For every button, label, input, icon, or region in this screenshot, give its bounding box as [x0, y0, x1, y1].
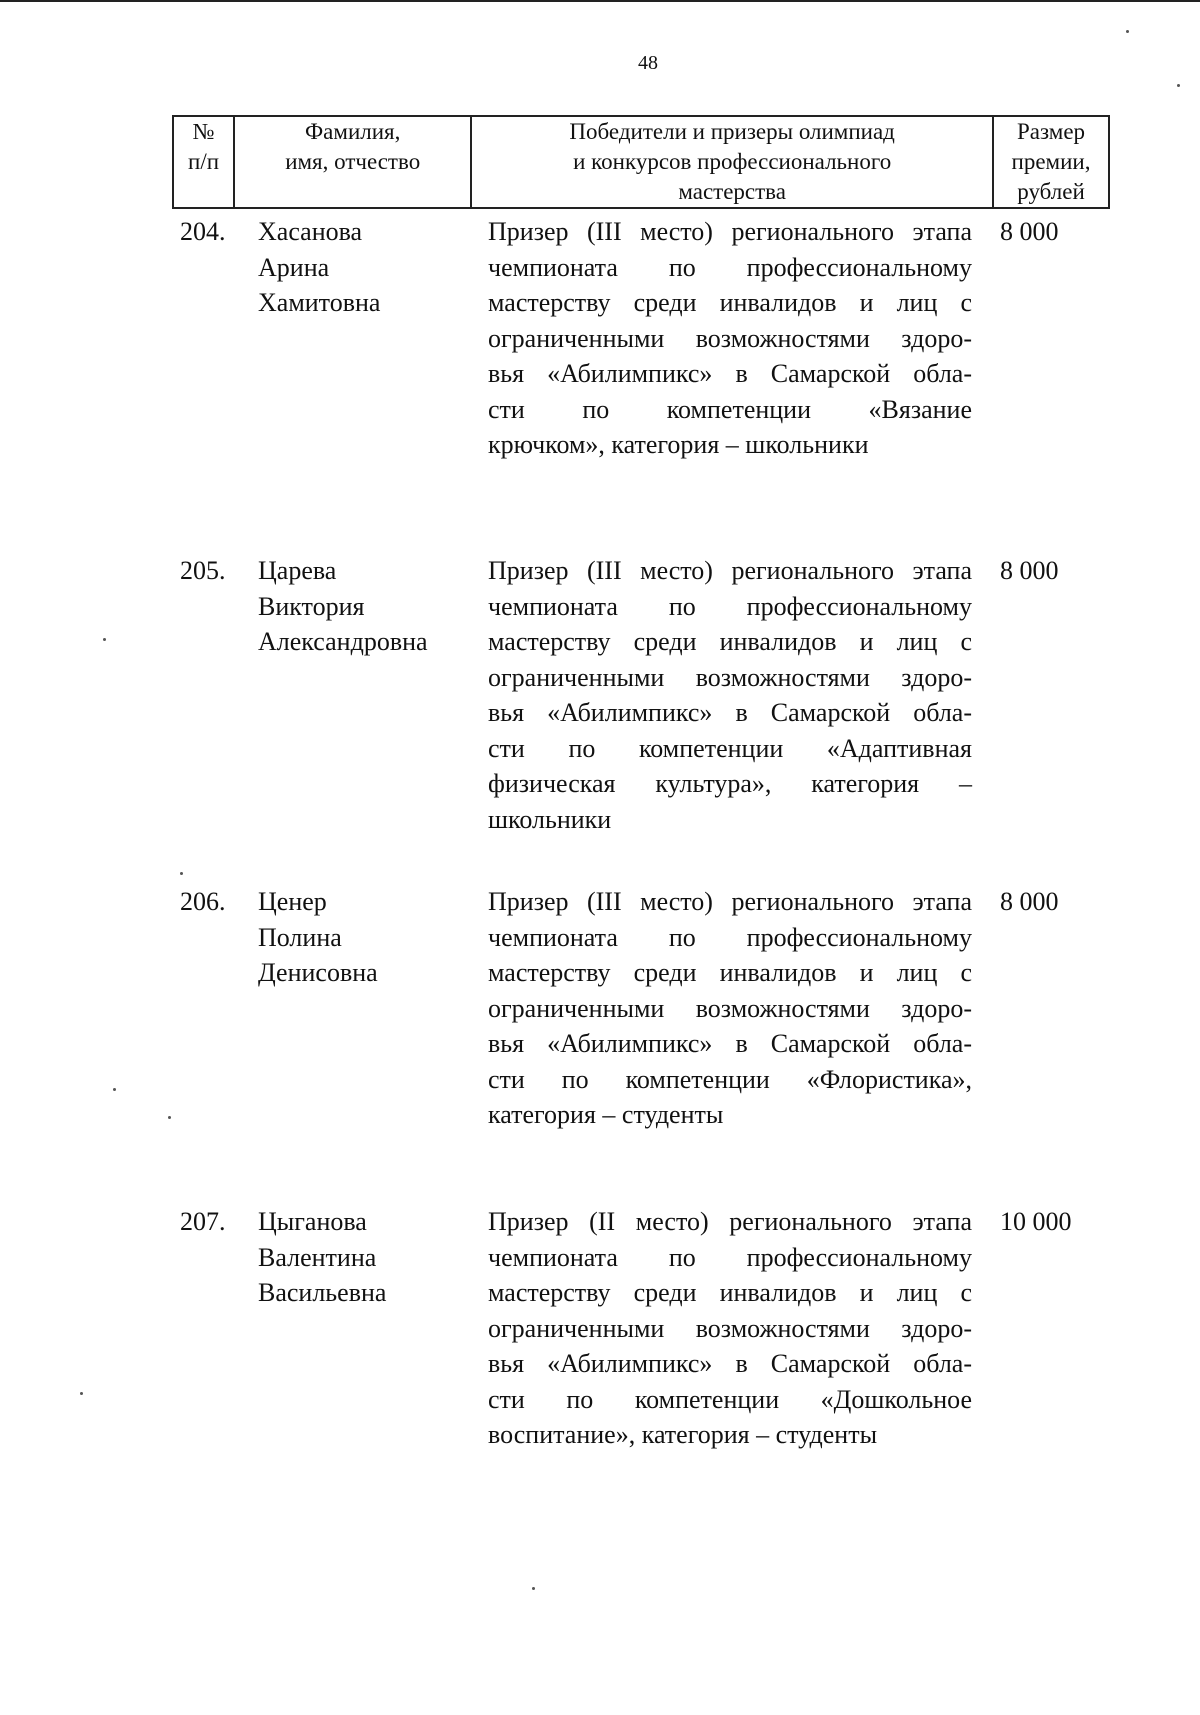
header-amount — [993, 116, 1109, 208]
description-line: Призер (III место) регионального этапа — [488, 556, 972, 585]
description-line: мастерству среди инвалидов и лиц с — [488, 288, 972, 317]
name-line: Хамитовна — [258, 288, 381, 317]
name-line: Виктория — [258, 591, 365, 621]
description-line: ограниченными возможностями здоро- — [488, 993, 972, 1023]
name-line: Царева — [258, 556, 337, 585]
name-line: Полина — [258, 922, 342, 952]
description-line: вья «Абилимпикс» в Самарской обла- — [488, 1349, 972, 1378]
scan-speck — [80, 1392, 83, 1395]
row-number: 206. — [180, 887, 226, 916]
name-line: Цыганова — [258, 1207, 367, 1236]
description-line: категория – студенты — [488, 1100, 724, 1129]
description-line: мастерству среди инвалидов и лиц с — [488, 1278, 972, 1307]
award-amount: 8 000 — [1000, 556, 1059, 585]
description-line: сти по компетенции «Флористика», — [488, 1064, 972, 1094]
recipient-name — [258, 1204, 478, 1311]
scan-speck — [168, 1116, 171, 1119]
header-achievement-line: и конкурсов профессионального — [573, 149, 892, 174]
description-line: чемпионата по профессиональному — [488, 922, 972, 952]
award-amount: 8 000 — [1000, 887, 1059, 916]
name-line: Арина — [258, 252, 330, 282]
scan-speck — [532, 1587, 535, 1590]
description-line: вья «Абилимпикс» в Самарской обла- — [488, 698, 972, 727]
description-line: крючком», категория – школьники — [488, 430, 869, 459]
description-line: мастерству среди инвалидов и лиц с — [488, 958, 972, 987]
achievement-description — [488, 214, 972, 463]
description-line: физическая культура», категория – — [488, 769, 972, 798]
header-achievement — [471, 116, 993, 208]
award-amount: 8 000 — [1000, 217, 1059, 246]
awards-table-header — [172, 115, 1110, 209]
description-line: школьники — [488, 804, 612, 834]
header-number-line: п/п — [188, 149, 220, 174]
description-line: Призер (III место) регионального этапа — [488, 887, 972, 916]
scan-speck — [103, 638, 106, 641]
header-number — [173, 116, 234, 208]
top-border-line — [0, 0, 1200, 2]
achievement-description — [488, 553, 972, 837]
description-line: ограниченными возможностями здоро- — [488, 1313, 972, 1343]
page-number-text: 48 — [638, 52, 658, 74]
description-line: сти по компетенции «Адаптивная — [488, 733, 972, 763]
row-number: 205. — [180, 556, 226, 585]
header-amount-line: премии, — [1011, 149, 1091, 174]
header-number-line: № — [192, 119, 215, 144]
row-number: 207. — [180, 1207, 226, 1236]
name-line: Денисовна — [258, 958, 378, 987]
description-line: чемпионата по профессиональному — [488, 591, 972, 621]
award-amount: 10 000 — [1000, 1207, 1072, 1236]
description-line: сти по компетенции «Вязание — [488, 394, 972, 424]
description-line: Призер (III место) регионального этапа — [488, 217, 972, 246]
header-name — [234, 116, 471, 208]
scan-speck — [1177, 84, 1180, 87]
row-number: 204. — [180, 217, 226, 246]
name-line: Хасанова — [258, 217, 363, 246]
recipient-name — [258, 214, 478, 321]
description-line: ограниченными возможностями здоро- — [488, 323, 972, 353]
description-line: вья «Абилимпикс» в Самарской обла- — [488, 359, 972, 388]
achievement-description — [488, 1204, 972, 1453]
page-number — [0, 52, 1200, 75]
header-achievement-line: мастерства — [678, 179, 786, 204]
recipient-name — [258, 884, 478, 991]
achievement-description — [488, 884, 972, 1133]
description-line: Призер (II место) регионального этапа — [488, 1207, 972, 1236]
scan-speck — [1126, 30, 1129, 33]
description-line: мастерству среди инвалидов и лиц с — [488, 627, 972, 656]
header-amount-line: Размер — [1017, 119, 1086, 144]
description-line: вья «Абилимпикс» в Самарской обла- — [488, 1029, 972, 1058]
description-line: чемпионата по профессиональному — [488, 252, 972, 282]
scan-speck — [113, 1088, 116, 1091]
description-line: чемпионата по профессиональному — [488, 1242, 972, 1272]
name-line: Васильевна — [258, 1278, 387, 1307]
description-line: сти по компетенции «Дошкольное — [488, 1384, 972, 1414]
name-line: Александровна — [258, 627, 428, 656]
description-line: воспитание», категория – студенты — [488, 1420, 878, 1449]
name-line: Ценер — [258, 887, 327, 916]
scan-speck — [180, 872, 183, 875]
recipient-name — [258, 553, 478, 660]
header-name-line: Фамилия, — [305, 119, 401, 144]
description-line: ограниченными возможностями здоро- — [488, 662, 972, 692]
header-name-line: имя, отчество — [285, 149, 421, 174]
name-line: Валентина — [258, 1242, 377, 1272]
header-achievement-line: Победители и призеры олимпиад — [569, 119, 895, 144]
header-amount-line: рублей — [1017, 179, 1085, 204]
